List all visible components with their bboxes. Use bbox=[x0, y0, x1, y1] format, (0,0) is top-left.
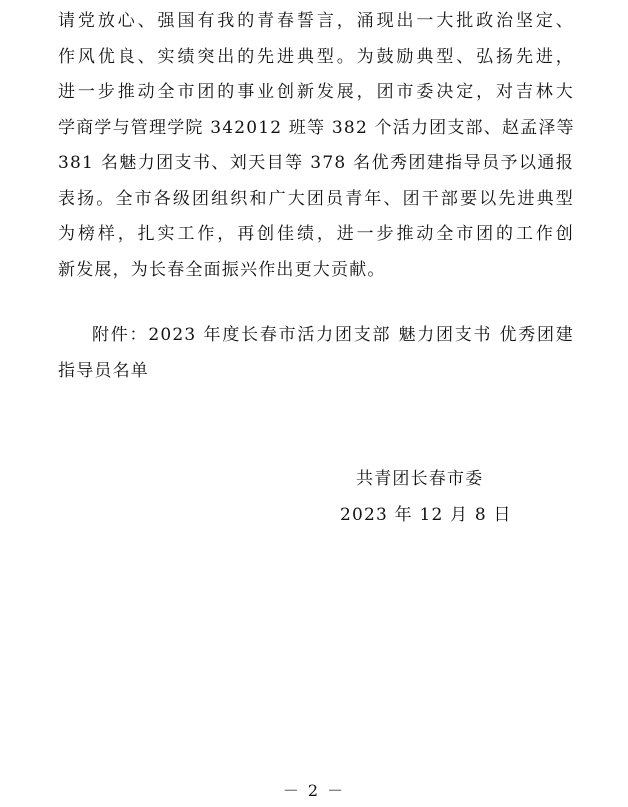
signature-block bbox=[340, 462, 540, 533]
body-line: 新发展，为长春全面振兴作出更大贡献。 bbox=[58, 259, 386, 280]
body-line: 381 名魅力团支书、刘天目等 378 名优秀团建指导员予以通报 bbox=[58, 153, 574, 173]
attachment-note bbox=[58, 318, 574, 389]
attachment-line: 附件：2023 年度长春市活力团支部 魅力团支书 优秀团建 bbox=[92, 325, 574, 345]
issuing-organization: 共青团长春市委 bbox=[356, 469, 484, 489]
page-number: － 2 － bbox=[282, 781, 346, 800]
body-paragraph bbox=[58, 4, 574, 288]
body-line: 为榜样，扎实工作，再创佳绩，进一步推动全市团的工作创 bbox=[58, 224, 574, 244]
body-line: 进一步推动全市团的事业创新发展，团市委决定，对吉林大 bbox=[58, 82, 574, 102]
body-line: 请党放心、强国有我的青春誓言，涌现出一大批政治坚定、 bbox=[58, 11, 574, 31]
body-line: 作风优良、实绩突出的先进典型。为鼓励典型、弘扬先进， bbox=[58, 46, 574, 67]
body-line: 学商学与管理学院 342012 班等 382 个活力团支部、赵孟泽等 bbox=[58, 117, 575, 138]
issue-date: 2023 年 12 月 8 日 bbox=[340, 504, 512, 525]
body-line: 表扬。全市各级团组织和广大团员青年、团干部要以先进典型 bbox=[58, 188, 574, 209]
attachment-line: 指导员名单 bbox=[58, 360, 149, 381]
